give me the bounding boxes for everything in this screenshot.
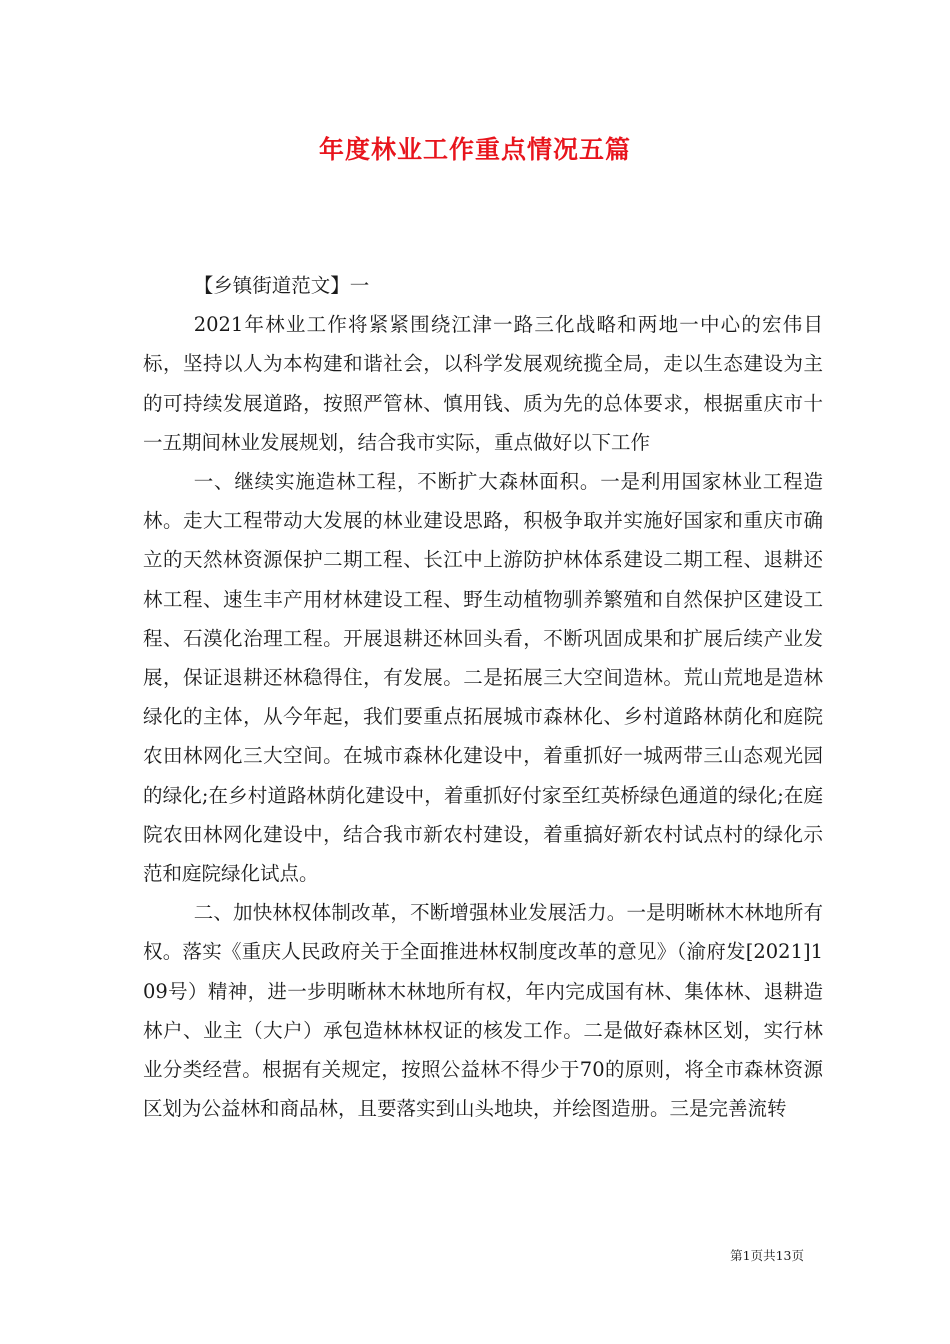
paragraph-heading: 【乡镇街道范文】一	[193, 274, 370, 297]
page-number: 第1页共13页	[730, 1248, 804, 1263]
paragraph-section-one: 一、继续实施造林工程，不断扩大森林面积。一是利用国家林业工程造林。走大工程带动大发展的林业建设思路，积极争取并实施好国家和重庆市确立的天然林资源保护二期工程、长江中上游防护林体系建设二期工程、退耕还林工程、速生丰产用材林建设工程、野生动植物驯养繁殖和自然保护区建设工程、石漠化治理工程。开展退耕还林回头看，不断巩固成果和扩展后续产业发展，保证退耕还林稳得住，有发展。二是拓展三大空间造林。荒山荒地是造林绿化的主体，从今年起，我们要重点拓展城市森林化、乡村道路林荫化和庭院农田林网化三大空间。在城市森林化建设中，着重抓好一城两带三山态观光园的绿化;在乡村道路林荫化建设中，着重抓好付家至红英桥绿色通道的绿化;在庭院农田林网化建设中，结合我市新农村建设，着重搞好新农村试点村的绿化示范和庭院绿化试点。	[143, 470, 823, 886]
paragraph-intro: 2021年林业工作将紧紧围绕江津一路三化战略和两地一中心的宏伟目标，坚持以人为本构建和谐社会，以科学发展观统揽全局，走以生态建设为主的可持续发展道路，按照严管林、慎用钱、质为先的总体要求，根据重庆市十一五期间林业发展规划，结合我市实际，重点做好以下工作	[143, 313, 823, 454]
document-body	[143, 266, 823, 1128]
paragraph-section-two: 二、加快林权体制改革，不断增强林业发展活力。一是明晰林木林地所有权。落实《重庆人民政府关于全面推进林权制度改革的意见》（渝府发[2021]109号）精神，进一步明晰林木林地所有权，年内完成国有林、集体林、退耕造林户、业主（大户）承包造林林权证的核发工作。二是做好森林区划，实行林业分类经营。根据有关规定，按照公益林不得少于70的原则，将全市森林资源区划为公益林和商品林，且要落实到山头地块，并绘图造册。三是完善流转	[143, 901, 823, 1121]
document-title: 年度林业工作重点情况五篇	[318, 135, 631, 164]
